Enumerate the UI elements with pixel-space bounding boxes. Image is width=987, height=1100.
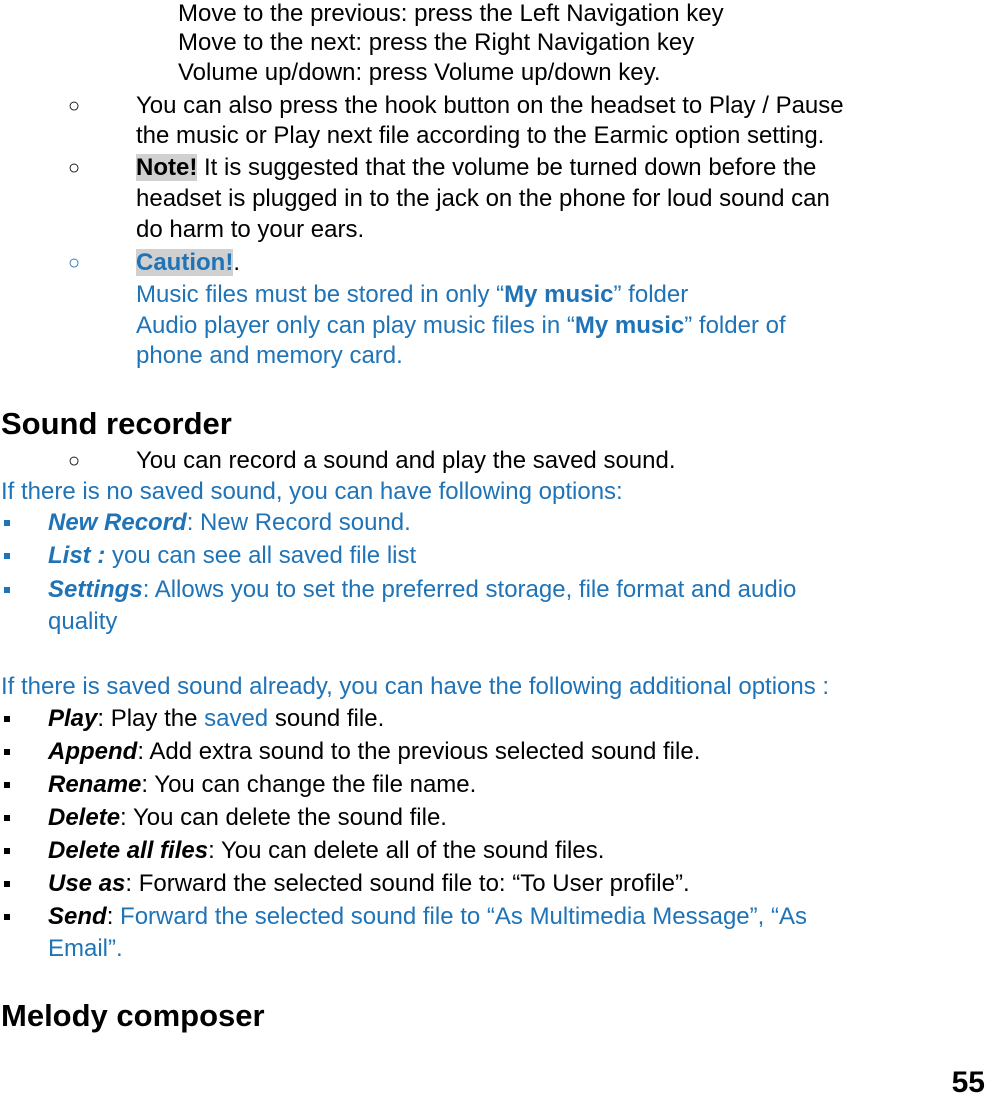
page-number: 55 bbox=[951, 1066, 985, 1099]
square-bullet-icon bbox=[4, 553, 10, 559]
option-new-record bbox=[48, 509, 411, 537]
option-colon: : bbox=[106, 903, 121, 930]
square-bullet-icon bbox=[4, 815, 10, 821]
option-text: : You can change the file name. bbox=[141, 771, 477, 798]
square-bullet-icon bbox=[4, 881, 10, 887]
option-name: Delete all files bbox=[48, 837, 209, 864]
option-name: New Record bbox=[48, 509, 187, 536]
note-line-3: do harm to your ears. bbox=[136, 216, 365, 243]
option-text: : You can delete the sound file. bbox=[120, 804, 447, 831]
option-text: Forward the selected sound file to “As Multimedia Message”, “As bbox=[120, 903, 807, 930]
note-line-2: headset is plugged in to the jack on the phone for loud sound can bbox=[136, 185, 830, 212]
option-delete-all bbox=[48, 837, 604, 865]
square-bullet-icon bbox=[4, 749, 10, 755]
caution-l1-post: ” folder bbox=[613, 281, 689, 308]
note-text-1: It is suggested that the volume be turned down before the bbox=[197, 154, 817, 181]
square-bullet-icon bbox=[4, 716, 10, 722]
square-bullet-icon bbox=[4, 782, 10, 788]
caution-dot: . bbox=[233, 249, 240, 276]
caution-l2-post: ” folder of bbox=[684, 312, 786, 339]
option-append bbox=[48, 738, 700, 766]
circle-bullet-icon: ○ bbox=[68, 450, 81, 472]
option-settings-cont: quality bbox=[48, 608, 118, 635]
option-text: : You can delete all of the sound files. bbox=[208, 837, 605, 864]
caution-line-2 bbox=[136, 312, 786, 340]
option-send bbox=[48, 903, 807, 931]
option-name: Append bbox=[48, 738, 138, 765]
note-line-1 bbox=[136, 154, 816, 182]
square-bullet-icon bbox=[4, 520, 10, 526]
option-send-cont: Email”. bbox=[48, 935, 123, 962]
square-bullet-icon bbox=[4, 914, 10, 920]
option-name: Delete bbox=[48, 804, 121, 831]
circle-bullet-icon: ○ bbox=[68, 252, 81, 274]
caution-label: Caution! bbox=[136, 249, 234, 276]
option-name: Settings bbox=[48, 576, 143, 603]
saved-intro: If there is saved sound already, you can have the following additional options : bbox=[1, 673, 830, 700]
square-bullet-icon bbox=[4, 587, 10, 593]
option-name: Play bbox=[48, 705, 98, 732]
caution-l1-pre: Music files must be stored in only “ bbox=[136, 281, 505, 308]
option-play bbox=[48, 705, 384, 733]
caution-line-3: phone and memory card. bbox=[136, 342, 403, 369]
option-name: Rename bbox=[48, 771, 142, 798]
nav-previous-line: Move to the previous: press the Left Navigation key bbox=[178, 0, 724, 27]
option-settings bbox=[48, 576, 796, 604]
option-name: Send bbox=[48, 903, 107, 930]
my-music-ref: My music bbox=[574, 312, 685, 339]
square-bullet-icon bbox=[4, 848, 10, 854]
section-heading-sound-recorder: Sound recorder bbox=[1, 406, 232, 441]
circle-bullet-icon: ○ bbox=[68, 95, 81, 117]
option-rename bbox=[48, 771, 476, 799]
option-delete bbox=[48, 804, 447, 832]
volume-line: Volume up/down: press Volume up/down key. bbox=[178, 59, 661, 86]
hook-line-2: the music or Play next file according to the Earmic option setting. bbox=[136, 122, 825, 149]
caution-line-1 bbox=[136, 281, 688, 309]
option-name: Use as bbox=[48, 870, 126, 897]
option-name: List : bbox=[48, 542, 106, 569]
option-text: : Forward the selected sound file to: “To User profile”. bbox=[125, 870, 690, 897]
option-text: you can see all saved file list bbox=[105, 542, 417, 569]
recorder-intro: You can record a sound and play the saved sound. bbox=[136, 447, 676, 474]
no-saved-intro: If there is no saved sound, you can have following options: bbox=[1, 478, 623, 505]
hook-line-1: You can also press the hook button on the headset to Play / Pause bbox=[136, 92, 844, 119]
option-use-as bbox=[48, 870, 690, 898]
option-text: : New Record sound. bbox=[186, 509, 411, 536]
my-music-ref: My music bbox=[504, 281, 614, 308]
circle-bullet-icon: ○ bbox=[68, 157, 81, 179]
option-text: : Allows you to set the preferred storage, file format and audio bbox=[142, 576, 797, 603]
section-heading-melody-composer: Melody composer bbox=[1, 998, 265, 1033]
saved-word: saved bbox=[204, 705, 269, 732]
caution-l2-pre: Audio player only can play music files in “ bbox=[136, 312, 575, 339]
note-label: Note! bbox=[136, 154, 198, 181]
option-list bbox=[48, 542, 416, 570]
nav-next-line: Move to the next: press the Right Navigation key bbox=[178, 29, 695, 56]
caution-label-line bbox=[136, 249, 240, 277]
option-text: : Play the bbox=[97, 705, 205, 732]
option-text: : Add extra sound to the previous selected sound file. bbox=[137, 738, 701, 765]
option-text: sound file. bbox=[268, 705, 385, 732]
